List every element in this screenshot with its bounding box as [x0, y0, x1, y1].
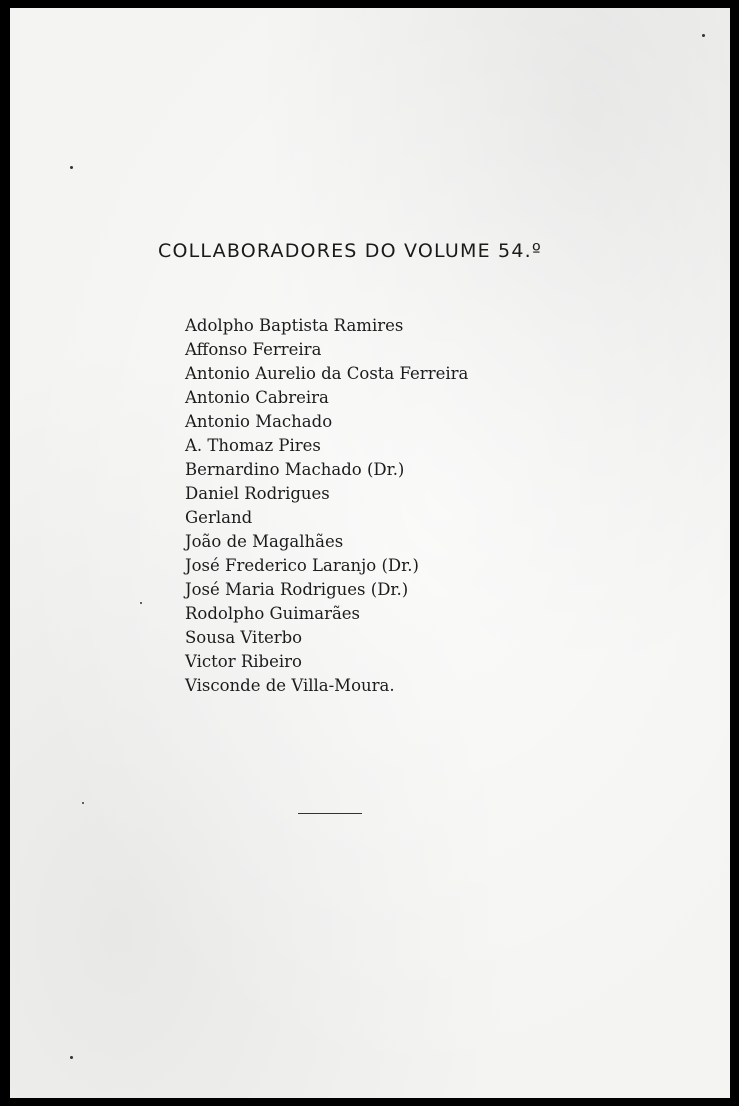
contributor-name: Rodolpho Guimarães — [185, 604, 361, 623]
contributor-name: Sousa Viterbo — [185, 628, 303, 647]
contributor-name: Victor Ribeiro — [185, 652, 302, 671]
contributor-name: Adolpho Baptista Ramires — [185, 316, 404, 335]
paper-speck — [70, 1056, 73, 1059]
contributor-name: Antonio Machado — [185, 412, 333, 431]
contributor-name: José Frederico Laranjo (Dr.) — [185, 556, 419, 575]
contributor-name: João de Magalhães — [185, 532, 344, 551]
contributor-name: Visconde de Villa-Moura. — [185, 676, 395, 695]
contributor-name: José Maria Rodrigues (Dr.) — [185, 580, 409, 599]
contributor-name: Daniel Rodrigues — [185, 484, 330, 503]
contributor-name: Affonso Ferreira — [185, 340, 322, 359]
paper-speck — [140, 602, 142, 604]
paper-speck — [70, 166, 73, 169]
end-rule — [298, 813, 362, 814]
page-sheet — [10, 8, 730, 1098]
contributor-name: Antonio Aurelio da Costa Ferreira — [185, 364, 469, 383]
contributor-name: Bernardino Machado (Dr.) — [185, 460, 405, 479]
paper-speck — [702, 34, 705, 37]
paper-speck — [82, 802, 84, 804]
contributor-list — [185, 314, 468, 698]
contributor-name: Gerland — [185, 508, 253, 527]
contributor-name: Antonio Cabreira — [185, 388, 329, 407]
contributor-name: A. Thomaz Pires — [185, 436, 321, 455]
page-heading: COLLABORADORES DO VOLUME 54.º — [158, 240, 542, 262]
